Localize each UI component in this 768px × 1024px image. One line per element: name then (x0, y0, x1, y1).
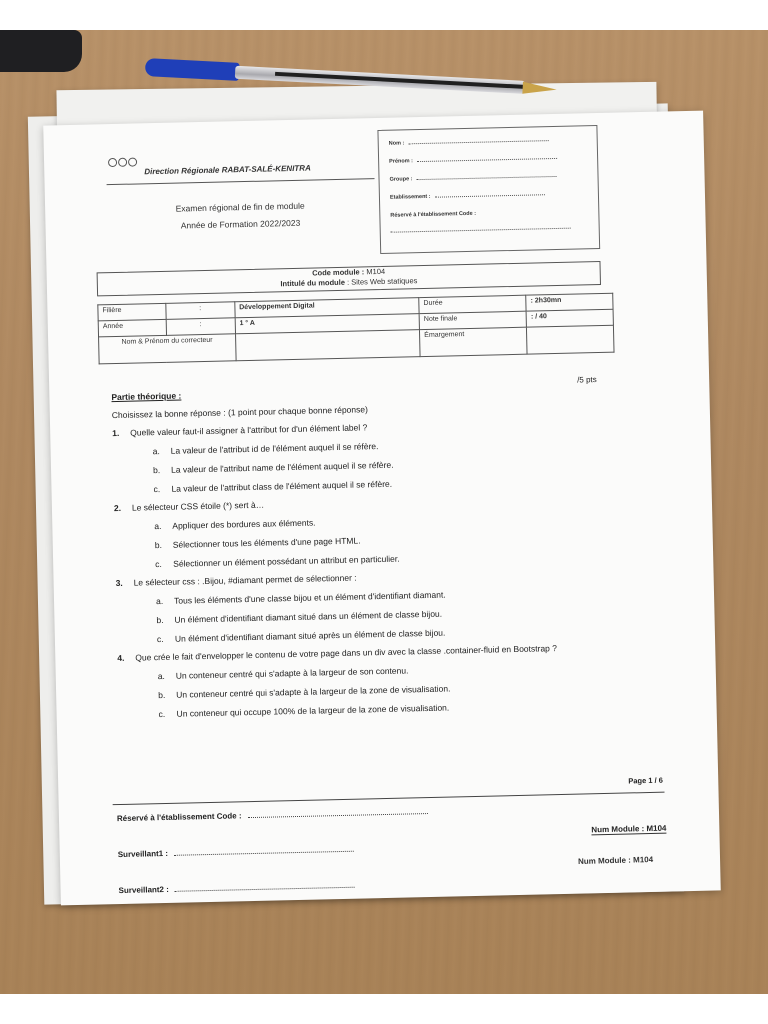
filiere-sep: : (166, 302, 235, 320)
groupe-field: Groupe : (389, 173, 556, 183)
question-number: 3. (115, 577, 123, 589)
exam-info (155, 197, 326, 235)
answer-option (156, 585, 656, 606)
theory-title: Partie théorique : (111, 390, 182, 403)
module-box (97, 261, 601, 296)
annee-value: 1 ° A (235, 314, 420, 334)
option-text: Un conteneur centré qui s'adapte à la largeur de la zone de visualisation. (176, 683, 451, 700)
answer-option (159, 698, 659, 719)
pen-cap (145, 58, 240, 81)
num-module: Num Module : M104 (591, 823, 667, 835)
exam-title: Examen régional de fin de module (175, 200, 305, 214)
question-1 (112, 416, 652, 438)
correcteur-label: Nom & Prénom du correcteur (99, 334, 236, 364)
option-letter: b. (156, 614, 164, 626)
option-text: Appliquer des bordures aux éléments. (172, 517, 316, 531)
surveillant2: Surveillant2 : (119, 881, 355, 895)
note-label: Note finale (419, 311, 526, 329)
option-text: La valeur de l'attribut id de l'élément auquel il se réfère. (170, 441, 379, 456)
question-text: Le sélecteur CSS étoile (*) sert à… (131, 499, 265, 513)
option-text: Sélectionner tous les éléments d'une page HTML. (172, 535, 361, 550)
option-text: La valeur de l'attribut name de l'élément auquel il se réfère. (170, 459, 394, 475)
option-letter: a. (152, 446, 160, 457)
option-letter: c. (155, 559, 162, 570)
page-number: Page 1 / 6 (628, 775, 663, 786)
question-text: Que crée le fait d'envelopper le contenu de votre page dans un div avec la classe .container-fluid en Bootstrap ? (135, 643, 558, 663)
questions-list (112, 416, 658, 720)
option-text: Tous les éléments d'une classe bijou et un élément d'identifiant diamant. (173, 589, 446, 606)
prenom-field: Prénom : (389, 155, 557, 165)
question-2 (114, 491, 654, 513)
question-text: Quelle valeur faut-il assigner à l'attribut for d'un élément label ? (130, 422, 368, 438)
dark-object (0, 30, 82, 72)
option-letter: c. (156, 633, 164, 645)
question-text: Le sélecteur css : .Bijou, #diamant permet de sélectionner : (133, 572, 357, 588)
pen-tip (522, 82, 557, 96)
top-margin (0, 0, 768, 30)
option-text: Un élément d'identifiant diamant situé dans un élément de classe bijou. (174, 608, 443, 625)
question-number: 4. (117, 652, 125, 664)
option-letter: b. (158, 689, 166, 701)
footer-divider (113, 792, 665, 806)
answer-option (155, 529, 655, 550)
nom-field: Nom : (389, 137, 549, 147)
option-letter: a. (154, 521, 162, 532)
exam-year: Année de Formation 2022/2023 (180, 217, 301, 231)
answer-option (153, 473, 653, 494)
answer-option (157, 623, 657, 644)
option-letter: a. (155, 595, 164, 607)
option-letter: c. (158, 708, 166, 720)
filiere-label: Filière (98, 303, 166, 321)
filiere-value: Développement Digital (235, 298, 420, 318)
answer-option (158, 679, 658, 700)
module-code: Code module : M104 (312, 266, 386, 278)
note-value: : / 40 (526, 309, 613, 327)
student-id-box (377, 125, 600, 254)
annee-sep: : (166, 318, 235, 336)
num-module-back-sheet: Num Module : M104 (577, 855, 654, 866)
theory-section (111, 380, 658, 720)
correcteur-cell (235, 330, 420, 361)
surveillant1: Surveillant1 : (118, 845, 354, 859)
emargement-cell (527, 325, 614, 354)
option-text: La valeur de l'attribut class de l'élément auquel il se réfère. (171, 478, 393, 494)
answer-option (155, 548, 655, 569)
emargement-label: Émargement (420, 327, 528, 356)
points-label: /5 pts (577, 375, 597, 385)
answer-option (153, 435, 653, 456)
option-text: Un élément d'identifiant diamant situé après un élément de classe bijou. (174, 627, 446, 644)
answer-option (156, 604, 656, 625)
question-3 (116, 566, 656, 588)
duree-value: : 2h30mn (526, 293, 613, 311)
answer-option (153, 454, 653, 475)
theory-intro: Choisissez la bonne réponse : (1 point pour chaque bonne réponse) (111, 404, 368, 421)
option-letter: b. (152, 465, 161, 476)
bottom-margin (0, 994, 768, 1024)
option-text: Un conteneur centré qui s'adapte à la largeur de son contenu. (175, 665, 409, 681)
footer-reserve: Réservé à l'établissement Code : (117, 807, 428, 823)
direction-regionale: Direction Régionale RABAT-SALÉ-KENITRA (144, 163, 311, 177)
option-letter: b. (154, 540, 162, 551)
info-table (97, 293, 614, 365)
option-letter: a. (157, 670, 165, 682)
header-divider (107, 178, 375, 185)
exam-page (43, 111, 721, 906)
duree-label: Durée (419, 295, 526, 313)
option-text: Un conteneur qui occupe 100% de la largeur de la zone de visualisation. (176, 702, 450, 719)
question-4 (117, 641, 657, 663)
ofppt-logo (108, 153, 138, 168)
reserve-code-line (391, 225, 571, 235)
question-number: 1. (112, 427, 120, 439)
reserve-code-field: Réservé à l'établissement Code : (390, 210, 477, 219)
annee-label: Année (98, 319, 166, 337)
option-letter: c. (153, 484, 161, 495)
module-title: Intitulé du module : Sites Web statiques (280, 276, 418, 289)
answer-option (158, 660, 658, 681)
question-number: 2. (113, 502, 122, 514)
etablissement-field: Etablissement : (390, 191, 545, 201)
answer-option (154, 510, 654, 531)
option-text: Sélectionner un élément possédant un attribut en particulier. (173, 553, 400, 569)
